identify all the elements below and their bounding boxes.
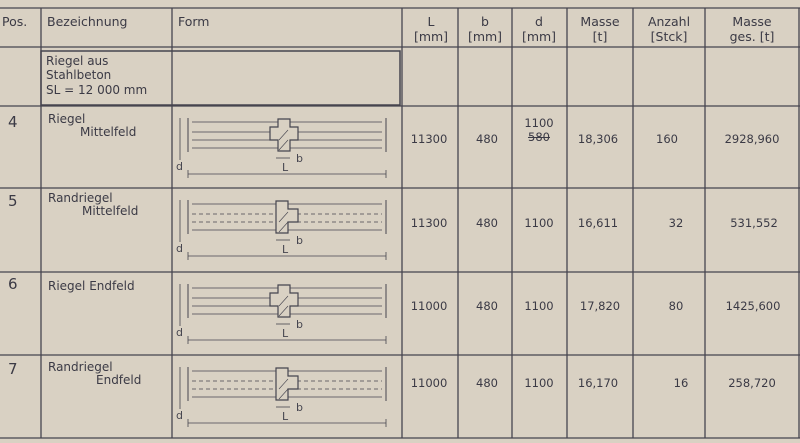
row-4-d-old: 580 bbox=[528, 130, 550, 144]
row-7-masse-ges: 258,720 bbox=[728, 376, 776, 390]
row-6-pos: 6 bbox=[8, 275, 18, 293]
row-4-masse: 18,306 bbox=[577, 132, 619, 146]
group-title-line-1: Riegel aus bbox=[46, 54, 109, 68]
row-7-pos: 7 bbox=[8, 360, 18, 378]
cross-section-outline bbox=[276, 368, 298, 400]
l-dimension-label: L bbox=[282, 410, 289, 423]
group-title-line-2: Stahlbeton bbox=[46, 68, 112, 82]
row-4-l: 11300 bbox=[410, 132, 448, 146]
header-masse-unit: [t] bbox=[592, 29, 608, 44]
l-dimension-label: L bbox=[282, 161, 289, 174]
row-6-name: Riegel Endfeld bbox=[48, 279, 135, 293]
header-b: b bbox=[481, 14, 489, 29]
row-5-b: 480 bbox=[476, 216, 498, 230]
row-7-d: 1100 bbox=[524, 376, 554, 390]
row-6-l: 11000 bbox=[410, 299, 448, 313]
row-6-b: 480 bbox=[476, 299, 498, 313]
row-5-d: 1100 bbox=[524, 216, 554, 230]
row-7-cross-section-drawing bbox=[172, 355, 402, 438]
b-dimension-label: b bbox=[296, 152, 303, 165]
cross-section-outline bbox=[276, 201, 298, 233]
row-5-masse: 16,611 bbox=[577, 216, 619, 230]
row-4-masse-ges: 2928,960 bbox=[724, 132, 780, 146]
row-4-d: 1100 bbox=[524, 116, 554, 130]
row-5-masse-ges: 531,552 bbox=[730, 216, 778, 230]
header-form: Form bbox=[178, 14, 210, 29]
row-4-pos: 4 bbox=[8, 113, 18, 131]
row-7-l: 11000 bbox=[410, 376, 448, 390]
header-bezeichnung: Bezeichnung bbox=[47, 14, 128, 29]
row-5-name: Randriegel bbox=[48, 191, 113, 205]
header-b-unit: [mm] bbox=[467, 29, 503, 44]
row-4-b: 480 bbox=[476, 132, 498, 146]
row-7-masse: 16,170 bbox=[577, 376, 619, 390]
header-d: d bbox=[535, 14, 543, 29]
row-7-anzahl: 16 bbox=[673, 376, 689, 390]
b-dimension-label: b bbox=[296, 234, 303, 247]
header-masse-ges-unit: ges. [t] bbox=[729, 29, 775, 44]
row-7-name: Randriegel bbox=[48, 360, 113, 374]
cross-section-outline bbox=[270, 119, 298, 151]
row-4-cross-section-drawing bbox=[172, 106, 402, 188]
b-dimension-label: b bbox=[296, 318, 303, 331]
row-5-pos: 5 bbox=[8, 192, 18, 210]
header-pos: Pos. bbox=[2, 14, 28, 29]
row-7-name-2: Endfeld bbox=[96, 373, 142, 387]
row-6-d: 1100 bbox=[524, 299, 554, 313]
group-title-line-3: SL = 12 000 mm bbox=[46, 83, 148, 97]
row-5-cross-section-drawing bbox=[172, 188, 402, 272]
header-masse: Masse bbox=[580, 14, 620, 29]
b-dimension-label: b bbox=[296, 401, 303, 414]
header-l: L bbox=[427, 14, 435, 29]
row-6-masse: 17,820 bbox=[579, 299, 621, 313]
row-4-name: Riegel bbox=[48, 112, 86, 126]
d-dimension-label: d bbox=[176, 242, 183, 255]
row-5-name-2: Mittelfeld bbox=[82, 204, 139, 218]
header-anzahl-unit: [Stck] bbox=[650, 29, 688, 44]
header-anzahl: Anzahl bbox=[647, 14, 691, 29]
header-masse-ges: Masse bbox=[732, 14, 772, 29]
d-dimension-label: d bbox=[176, 409, 183, 422]
row-5-l: 11300 bbox=[410, 216, 448, 230]
row-4-name-2: Mittelfeld bbox=[80, 125, 137, 139]
d-dimension-label: d bbox=[176, 326, 183, 339]
row-6-anzahl: 80 bbox=[668, 299, 684, 313]
header-l-unit: [mm] bbox=[413, 29, 449, 44]
d-dimension-label: d bbox=[176, 160, 183, 173]
l-dimension-label: L bbox=[282, 327, 289, 340]
row-5-anzahl: 32 bbox=[668, 216, 684, 230]
row-4-anzahl: 160 bbox=[656, 132, 678, 146]
row-6-cross-section-drawing bbox=[172, 272, 402, 355]
row-6-masse-ges: 1425,600 bbox=[725, 299, 781, 313]
header-d-unit: [mm] bbox=[521, 29, 557, 44]
row-7-b: 480 bbox=[476, 376, 498, 390]
cross-section-outline bbox=[270, 285, 298, 317]
l-dimension-label: L bbox=[282, 243, 289, 256]
